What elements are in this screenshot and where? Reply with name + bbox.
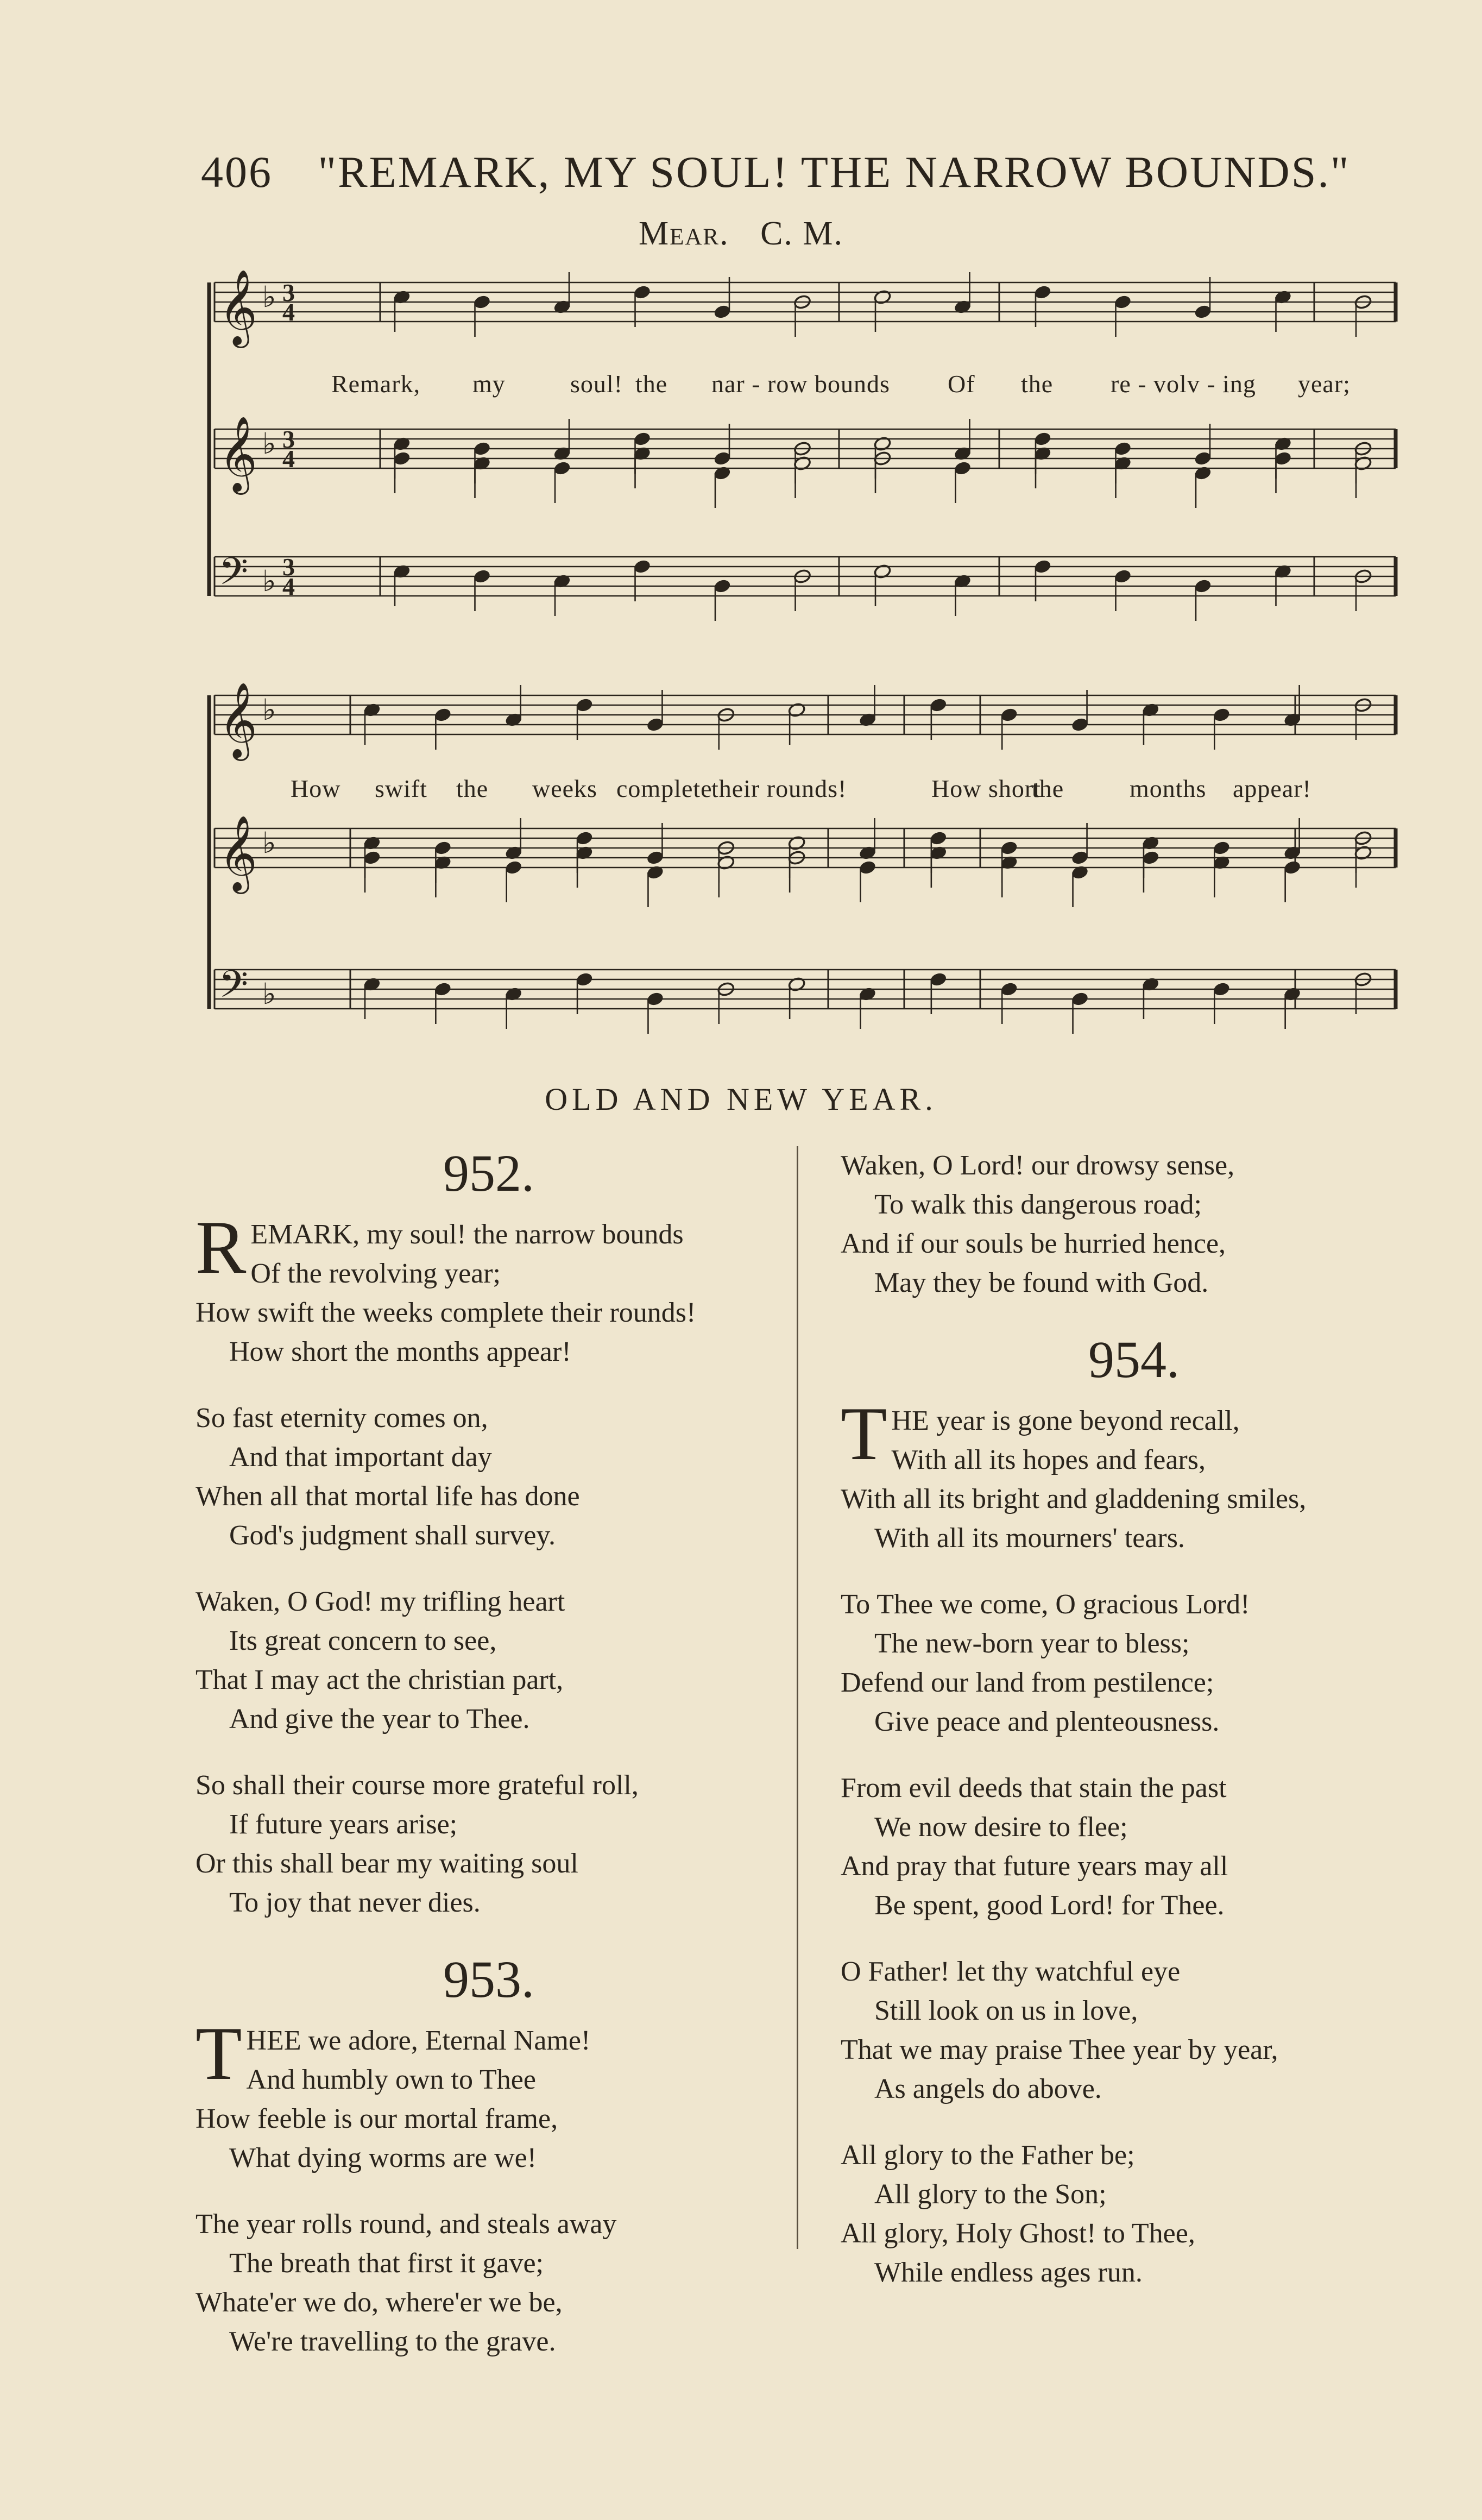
lyric-syllable: their rounds! — [711, 775, 847, 802]
verse-line: HE year is gone beyond recall, — [891, 1405, 1240, 1436]
tune-name: Mear. — [638, 215, 729, 252]
lyric-syllable: the — [1021, 370, 1054, 398]
verse-line: EMARK, my soul! the narrow bounds — [250, 1219, 684, 1250]
lyric-syllable: my — [472, 370, 506, 398]
drop-cap: R — [196, 1205, 247, 1290]
verse-line: We now desire to flee; — [874, 1812, 1128, 1843]
verse-line: So shall their course more grateful roll, — [196, 1770, 639, 1801]
verse-line: Of the revolving year; — [250, 1258, 501, 1289]
lyric-syllable: Of — [948, 370, 975, 398]
music-score — [0, 0, 1482, 1065]
hymn-number: 953. — [443, 1950, 534, 2008]
verse-line: So fast eternity comes on, — [196, 1403, 488, 1434]
verse-line: O Father! let thy watchful eye — [841, 1956, 1181, 1987]
verse-line: If future years arise; — [229, 1809, 458, 1840]
lyric-syllable: re - volv - ing — [1111, 370, 1256, 398]
svg-text:♭: ♭ — [262, 826, 276, 860]
verse-line: That we may praise Thee year by year, — [841, 2034, 1278, 2065]
stanza — [841, 1585, 1427, 1742]
verse-line: Its great concern to see, — [229, 1625, 497, 1656]
verse-line: Or this shall bear my waiting soul — [196, 1848, 578, 1879]
svg-text:♭: ♭ — [262, 426, 276, 461]
stanza — [196, 1205, 782, 1372]
svg-text:4: 4 — [282, 298, 295, 326]
verse-line: And if our souls be hurried hence, — [841, 1228, 1226, 1259]
hymn-952 — [196, 1143, 782, 1922]
verse-line: To walk this dangerous road; — [874, 1189, 1202, 1220]
verse-line: All glory to the Son; — [874, 2179, 1107, 2210]
drop-cap: T — [841, 1392, 887, 1476]
stanza — [196, 1766, 782, 1922]
hymn-953 — [196, 1950, 782, 2361]
lyric-syllable: How — [291, 775, 341, 802]
svg-text:♭: ♭ — [262, 693, 276, 727]
drop-cap: T — [196, 2012, 242, 2096]
stanza — [196, 1399, 782, 1555]
verse-line: To Thee we come, O gracious Lord! — [841, 1589, 1250, 1620]
stanza — [841, 1146, 1427, 1303]
verse-line: That I may act the christian part, — [196, 1664, 564, 1695]
lyric-syllable: the — [1032, 775, 1064, 802]
verse-line: Waken, O Lord! our drowsy sense, — [841, 1150, 1235, 1181]
stanza — [196, 2012, 782, 2178]
verse-line: With all its hopes and fears, — [891, 1444, 1206, 1475]
stanza — [196, 2205, 782, 2361]
lyric-syllable: swift — [375, 775, 427, 802]
section-title: OLD AND NEW YEAR. — [545, 1082, 937, 1117]
verse-line: Still look on us in love, — [874, 1995, 1138, 2026]
lyric-syllable: soul! — [570, 370, 623, 398]
lyric-syllable: complete — [616, 775, 712, 802]
verse-line: And pray that future years may all — [841, 1851, 1228, 1882]
verse-line: We're travelling to the grave. — [229, 2326, 556, 2357]
hymn-954 — [841, 1330, 1427, 2292]
verse-line: How short the months appear! — [229, 1336, 571, 1367]
dropcap-block — [196, 2012, 782, 2100]
verse-line: The breath that first it gave; — [229, 2248, 544, 2279]
stanza — [841, 2136, 1427, 2292]
lyric-syllable: Remark, — [331, 370, 421, 398]
svg-text:4: 4 — [282, 573, 295, 601]
dropcap-block — [196, 1205, 782, 1293]
lyric-syllable: appear! — [1233, 775, 1311, 802]
verse-line: How feeble is our mortal frame, — [196, 2103, 558, 2134]
lyric-syllable: year; — [1298, 370, 1351, 398]
verse-line: All glory, Holy Ghost! to Thee, — [841, 2218, 1195, 2249]
verse-line: And humbly own to Thee — [246, 2064, 536, 2095]
svg-text:♭: ♭ — [262, 280, 276, 314]
page-number: 406 — [201, 147, 273, 197]
svg-text:♭: ♭ — [262, 564, 276, 598]
verse-line: Waken, O God! my trifling heart — [196, 1586, 565, 1617]
hymn-number: 954. — [1088, 1330, 1180, 1388]
stanza — [841, 1769, 1427, 1925]
verse-line: The year rolls round, and steals away — [196, 2209, 617, 2240]
svg-text:3: 3 — [282, 279, 295, 307]
svg-text:4: 4 — [282, 445, 295, 473]
right-column — [841, 1146, 1427, 2320]
svg-text:♭: ♭ — [262, 977, 276, 1011]
stanza — [841, 1952, 1427, 2109]
verse-line: Give peace and plenteousness. — [874, 1706, 1220, 1737]
verse-line: What dying worms are we! — [229, 2142, 537, 2173]
stanza — [841, 1392, 1427, 1558]
verse-line: Defend our land from pestilence; — [841, 1667, 1214, 1698]
tune-meter: C. M. — [760, 215, 844, 252]
verse-line: As angels do above. — [874, 2073, 1102, 2104]
svg-text:𝄞: 𝄞 — [219, 416, 257, 492]
lyric-syllable: nar - row — [711, 370, 808, 398]
lyric-syllable: months — [1130, 775, 1207, 802]
svg-text:𝄢: 𝄢 — [219, 549, 249, 602]
verse-line: How swift the weeks complete their rounds! — [196, 1297, 696, 1328]
verse-line: Whate'er we do, where'er we be, — [196, 2287, 563, 2318]
verse-line: HEE we adore, Eternal Name! — [246, 2025, 591, 2056]
verse-line: The new-born year to bless; — [874, 1628, 1190, 1659]
stanza — [196, 1582, 782, 1739]
verse-line: May they be found with God. — [874, 1267, 1209, 1298]
verse-line: With all its bright and gladdening smiles, — [841, 1484, 1307, 1514]
lyric-syllable: weeks — [532, 775, 597, 802]
svg-text:𝄞: 𝄞 — [219, 682, 257, 758]
verse-line: From evil deeds that stain the past — [841, 1773, 1227, 1803]
dropcap-block — [841, 1392, 1427, 1480]
lyric-syllable: the — [635, 370, 668, 398]
svg-text:𝄢: 𝄢 — [219, 962, 249, 1015]
svg-text:3: 3 — [282, 553, 295, 581]
page-title: "REMARK, MY SOUL! THE NARROW BOUNDS." — [318, 147, 1351, 197]
verse-line: When all that mortal life has done — [196, 1481, 580, 1512]
verse-line: To joy that never dies. — [229, 1887, 481, 1918]
svg-text:𝄞: 𝄞 — [219, 815, 257, 891]
verse-line: And that important day — [229, 1442, 492, 1473]
svg-text:𝄞: 𝄞 — [219, 269, 257, 345]
verse-line: And give the year to Thee. — [229, 1704, 530, 1735]
verse-line: All glory to the Father be; — [841, 2140, 1135, 2171]
lyric-syllable: the — [456, 775, 489, 802]
column-divider — [797, 1146, 798, 2249]
verse-line: Be spent, good Lord! for Thee. — [874, 1890, 1225, 1921]
verse-line: While endless ages run. — [874, 2257, 1143, 2288]
verse-line: God's judgment shall survey. — [229, 1520, 556, 1551]
lyric-syllable: How short — [931, 775, 1041, 802]
hymn-number: 952. — [443, 1144, 534, 1202]
lyric-syllable: bounds — [815, 370, 890, 398]
left-column — [196, 1133, 782, 2389]
svg-text:3: 3 — [282, 425, 295, 454]
verse-line: With all its mourners' tears. — [874, 1523, 1185, 1554]
